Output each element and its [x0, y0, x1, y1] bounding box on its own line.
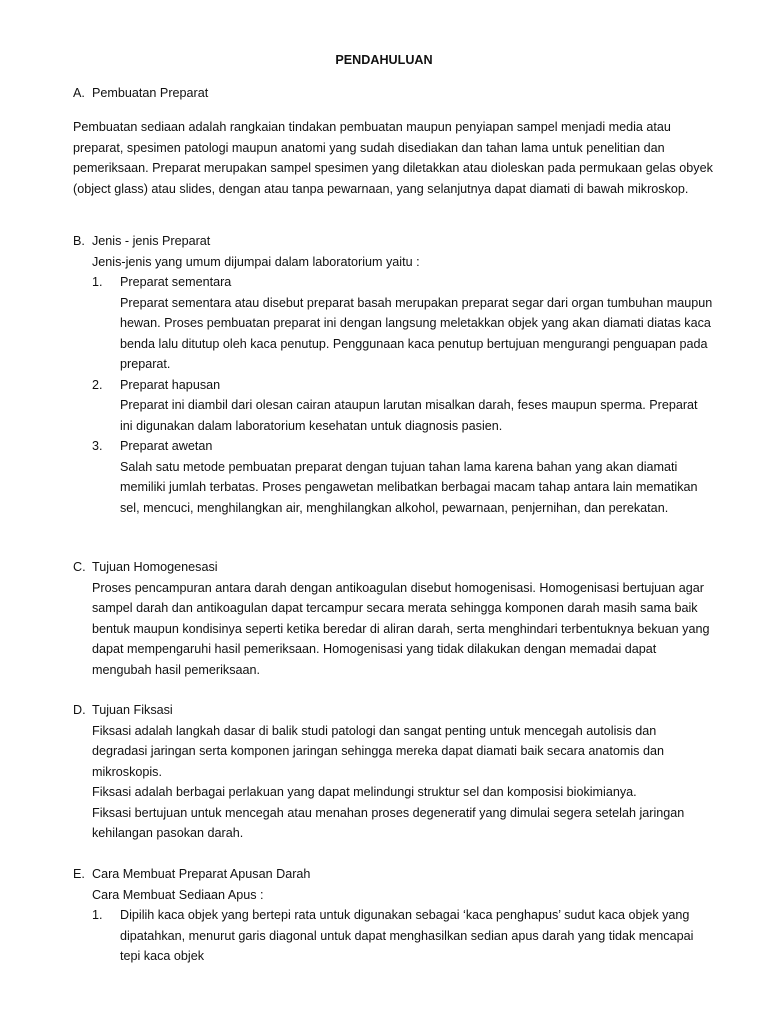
item-body: Preparat sementara atau disebut preparat basah merupakan preparat segar dari organ tumbuhan maupun hewan. Proses pembuatan preparat ini dengan langsung meletakkan objek yang akan diamati diatas kaca benda lalu ditutup oleh kaca penutup. Penggunaan kaca penutup bertujuan mengurangi penguapan pada preparat.: [120, 295, 713, 371]
section-d-heading: [73, 700, 713, 721]
preparat-list: [73, 272, 713, 518]
section-letter: D.: [73, 703, 86, 717]
list-item: [92, 436, 713, 518]
section-b: [73, 231, 713, 518]
item-number: 1.: [92, 908, 103, 922]
section-d: [73, 700, 713, 844]
item-number: 1.: [92, 275, 103, 289]
section-c: [73, 557, 713, 680]
section-a-heading: [73, 83, 713, 104]
section-title: Cara Membuat Preparat Apusan Darah: [92, 867, 311, 881]
section-b-intro: Jenis-jenis yang umum dijumpai dalam laboratorium yaitu :: [92, 254, 420, 269]
item-number: 3.: [92, 439, 103, 453]
steps-list: [73, 905, 713, 967]
section-b-heading: [73, 231, 713, 252]
section-e: [73, 864, 713, 967]
section-d-para: Fiksasi adalah langkah dasar di balik studi patologi dan sangat penting untuk mencegah autolisis dan degradasi jaringan serta komponen jaringan sehingga mereka dapat diamati baik secara anatomis dan mikroskopis.: [92, 723, 664, 779]
list-item: [92, 272, 713, 375]
item-body: Preparat ini diambil dari olesan cairan ataupun larutan misalkan darah, feses maupun sperma. Preparat ini digunakan dalam laboratorium kesehatan untuk diagnosis pasien.: [120, 398, 698, 433]
section-title: Jenis - jenis Preparat: [92, 234, 211, 248]
section-a-body: Pembuatan sediaan adalah rangkaian tindakan pembuatan maupun penyiapan sampel menjadi media atau preparat, spesimen patologi maupun anatomi yang sudah disediakan dan tahan lama untuk penelitian dan pemeriksaan. Preparat merupakan sampel spesimen yang diletakkan atau dioleskan pada permukaan gelas obyek (object glass) atau slides, dengan atau tanpa pewarnaan, yang selanjutnya dapat diamati di bawah mikroskop.: [73, 120, 713, 196]
section-d-para: Fiksasi adalah berbagai perlakuan yang dapat melindungi struktur sel dan komposisi biokimianya.: [92, 785, 637, 799]
section-title: Tujuan Homogenesasi: [92, 560, 218, 574]
item-title: Preparat awetan: [120, 439, 213, 453]
section-e-intro: Cara Membuat Sediaan Apus :: [92, 887, 264, 902]
section-c-heading: [73, 557, 713, 578]
section-a: [73, 83, 713, 104]
section-c-body: Proses pencampuran antara darah dengan antikoagulan disebut homogenisasi. Homogenisasi bertujuan agar sampel darah dan antikoagulan dapat tercampur secara merata sehingga komponen darah masih sama baik bentuk maupun kondisinya seperti ketika beredar di aliran darah, serta menghindari terbentuknya bekuan yang dapat mempengaruhi hasil pemeriksaan. Homogenisasi yang tidak dilakukan dengan memadai dapat mengubah hasil pemeriksaan.: [92, 580, 710, 677]
item-body: Dipilih kaca objek yang bertepi rata untuk digunakan sebagai ‘kaca penghapus’ sudut kaca objek yang dipatahkan, menurut garis diagonal untuk dapat menghasilkan sedian apus darah yang tidak mencapai tepi kaca objek: [120, 908, 694, 963]
item-body: Salah satu metode pembuatan preparat dengan tujuan tahan lama karena bahan yang akan diamati memiliki jumlah terbatas. Proses pengawetan melibatkan berbagai macam tahap antara lain mematikan sel, mencuci, menghilangkan air, menghilangkan alkohol, pewarnaan, penjernihan, dan perekatan.: [120, 459, 698, 515]
list-item: [92, 375, 713, 437]
section-letter: E.: [73, 867, 85, 881]
section-d-para: Fiksasi bertujuan untuk mencegah atau menahan proses degeneratif yang dimulai segera setelah jaringan kehilangan pasokan darah.: [92, 805, 685, 840]
section-title: Tujuan Fiksasi: [92, 703, 173, 717]
section-letter: C.: [73, 560, 86, 574]
item-title: Preparat sementara: [120, 275, 232, 289]
list-item: [92, 905, 713, 967]
item-title: Preparat hapusan: [120, 377, 221, 392]
section-title: Pembuatan Preparat: [92, 86, 209, 100]
section-e-heading: [73, 864, 713, 885]
section-a-body-block: [73, 117, 713, 199]
section-letter: A.: [73, 86, 85, 100]
section-letter: B.: [73, 234, 85, 248]
item-number: 2.: [92, 377, 103, 392]
page-title: PENDAHULUAN: [335, 53, 433, 67]
